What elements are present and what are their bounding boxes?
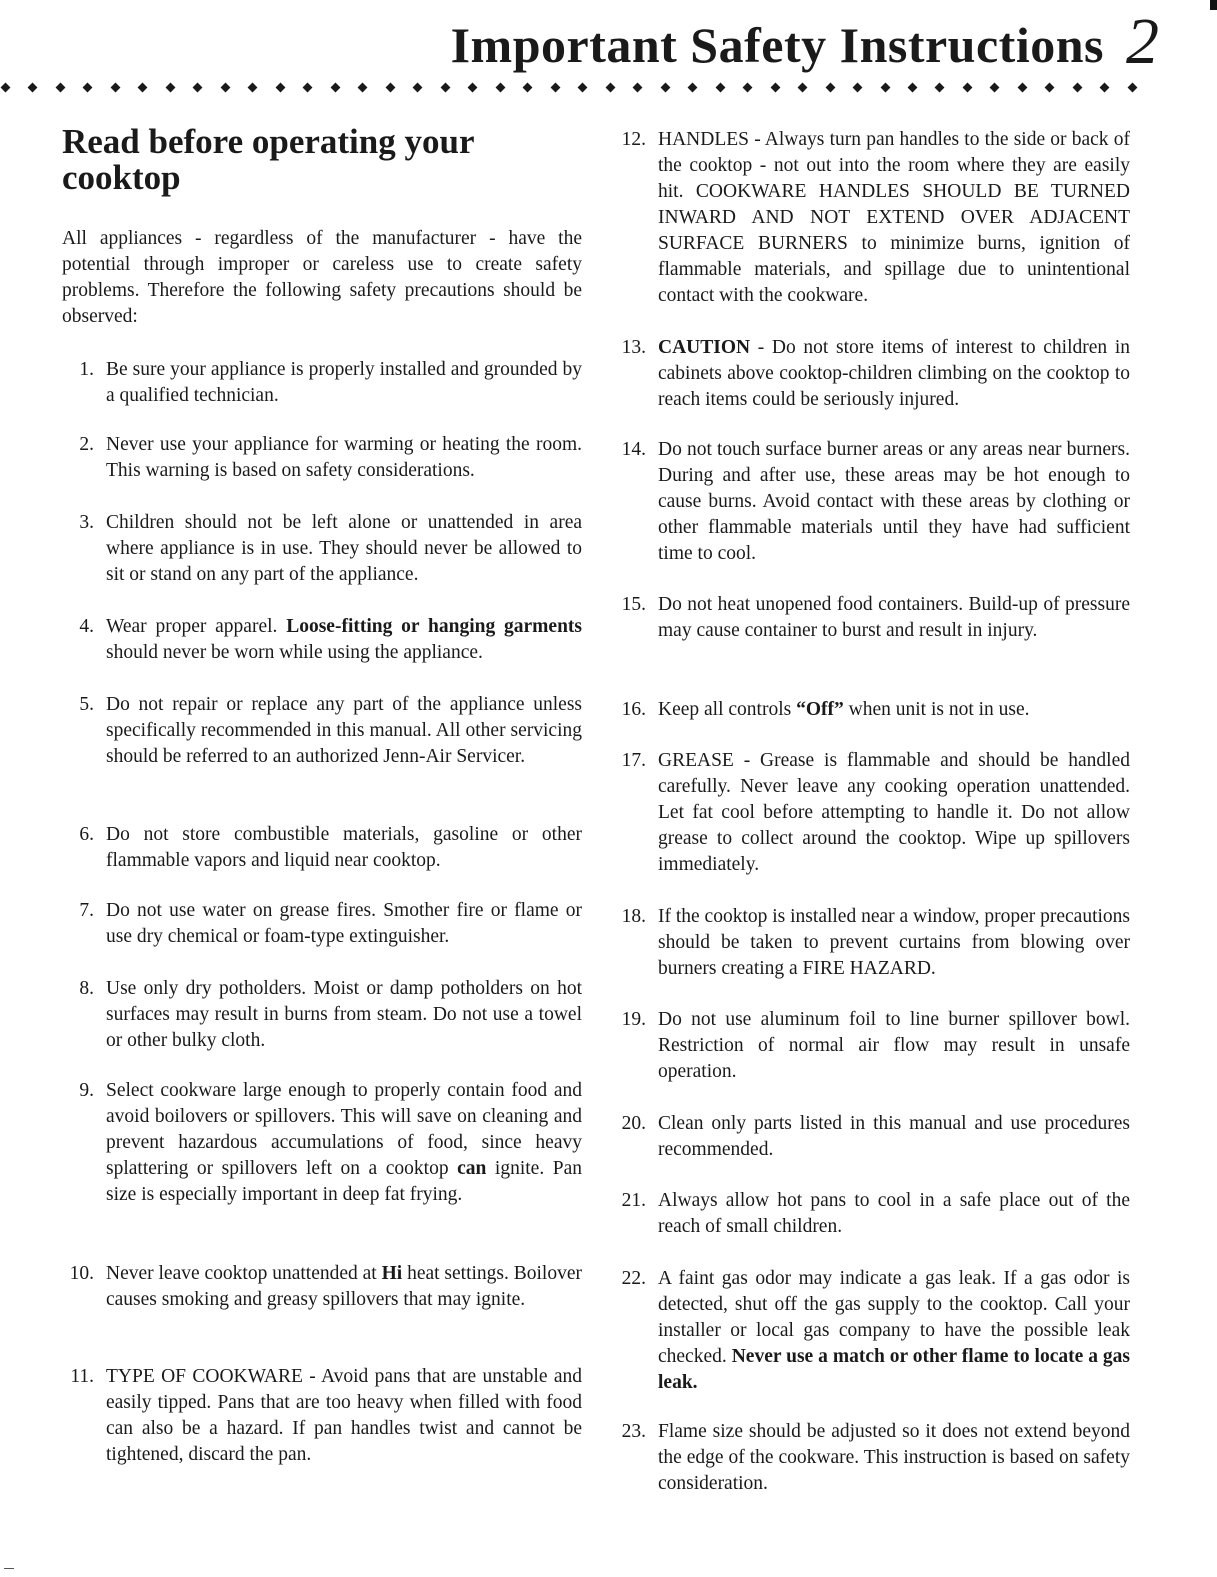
- item-text-post: when unit is not in use.: [843, 699, 1030, 720]
- divider-dot: [138, 83, 148, 93]
- page-number: 2: [1126, 5, 1159, 78]
- item-text-bold: Never use a match or other flame to locate a gas leak.: [658, 1346, 1130, 1393]
- item-text: [658, 1266, 1130, 1396]
- item-number: 11.: [70, 1366, 94, 1387]
- item-text: [106, 1078, 582, 1208]
- divider-dot: [440, 83, 450, 93]
- item-number: 3.: [79, 512, 94, 533]
- item-number: 6.: [79, 824, 94, 845]
- item-text-bold: CAUTION: [658, 337, 751, 358]
- item-text-bold: “Off”: [796, 699, 844, 720]
- item-text: If the cooktop is installed near a window, proper precautions should be taken to prevent curtains from blowing over burners creating a FIRE HAZARD.: [658, 906, 1131, 979]
- item-text-pre: Never leave cooktop unattended at: [106, 1263, 382, 1284]
- item-number: 16.: [621, 699, 646, 720]
- divider-dot: [1100, 83, 1110, 93]
- divider-dot: [908, 83, 918, 93]
- divider-dot: [220, 83, 230, 93]
- divider-dot: [83, 83, 93, 93]
- divider-dot: [523, 83, 533, 93]
- item-text-pre: Wear proper apparel.: [106, 616, 287, 637]
- item-text: Do not repair or replace any part of the appliance unless specifically recommended in this manual. All other servicing should be referred to an authorized Jenn-Air Servicer.: [106, 694, 582, 767]
- item-text-post: - Do not store items of interest to children in cabinets above cooktop-children climbing on the cooktop to reach items could be seriously injured.: [658, 337, 1130, 410]
- item-number: 13.: [621, 337, 646, 358]
- divider-dot: [1127, 83, 1137, 93]
- item-number: 5.: [79, 694, 94, 715]
- item-number: 2.: [79, 434, 94, 455]
- divider-dot: [990, 83, 1000, 93]
- item-text: [106, 614, 582, 666]
- divider-dot: [633, 83, 643, 93]
- item-text: TYPE OF COOKWARE - Avoid pans that are unstable and easily tipped. Pans that are too heavy when filled with food can also be a hazard. If pan handles twist and cannot be tightened, discard the pan.: [106, 1366, 582, 1465]
- page-title: Important Safety Instructions: [450, 17, 1104, 74]
- item-number: 23.: [621, 1421, 646, 1442]
- item-number: 7.: [79, 900, 94, 921]
- divider-dot: [495, 83, 505, 93]
- item-text: Do not heat unopened food containers. Build-up of pressure may cause container to burst and result in injury.: [658, 594, 1130, 641]
- item-number: 1.: [79, 359, 94, 380]
- item-number: 14.: [621, 439, 646, 460]
- page-header: [450, 5, 1159, 78]
- divider-dot: [28, 83, 38, 93]
- dotted-divider: [2, 84, 1136, 91]
- item-text: Children should not be left alone or unattended in area where appliance is in use. They should never be allowed to sit or stand on any part of the appliance.: [106, 512, 582, 585]
- item-text: HANDLES - Always turn pan handles to the side or back of the cooktop - not out into the room where they are easily hit. COOKWARE HANDLES SHOULD BE TURNED INWARD AND NOT EXTEND OVER ADJACENT SURFACE BURNERS to minimize burns, ignition of flammable materials, and spillage due to unintentional contact with the cookware.: [658, 129, 1130, 306]
- divider-dot: [688, 83, 698, 93]
- divider-dot: [660, 83, 670, 93]
- item-text: [658, 697, 1130, 723]
- divider-dot: [715, 83, 725, 93]
- divider-dot: [550, 83, 560, 93]
- divider-dot: [165, 83, 175, 93]
- item-number: 4.: [79, 616, 94, 637]
- item-text: Be sure your appliance is properly installed and grounded by a qualified technician.: [106, 359, 582, 406]
- item-text: [658, 335, 1130, 413]
- item-text-pre: A faint gas odor may indicate a gas leak. If a gas odor is detected, shut off the gas supply to the cooktop. Call your installer or local gas company to have the possible leak checked.: [658, 1268, 1130, 1367]
- item-text-post: ignite. Pan size is especially important in deep fat frying.: [106, 1158, 582, 1205]
- item-text: [106, 1261, 582, 1313]
- item-text: Do not use water on grease fires. Smother fire or flame or use dry chemical or foam-type extinguisher.: [106, 900, 582, 947]
- item-text: Always allow hot pans to cool in a safe place out of the reach of small children.: [658, 1190, 1130, 1237]
- divider-dot: [605, 83, 615, 93]
- divider-dot: [275, 83, 285, 93]
- item-text-bold: Loose-fitting or hanging garments: [286, 616, 582, 637]
- divider-dot: [935, 83, 945, 93]
- divider-dot: [743, 83, 753, 93]
- item-number: 18.: [621, 906, 646, 927]
- divider-dot: [963, 83, 973, 93]
- item-text: Never use your appliance for warming or heating the room. This warning is based on safety considerations.: [106, 434, 582, 481]
- item-number: 12.: [621, 129, 646, 150]
- divider-dot: [578, 83, 588, 93]
- divider-dot: [193, 83, 203, 93]
- item-number: 10.: [69, 1263, 94, 1284]
- item-text-pre: Keep all controls: [658, 699, 797, 720]
- item-text: GREASE - Grease is flammable and should be handled carefully. Never leave any cooking operation unattended. Let fat cool before attempting to handle it. Do not allow grease to collect around the cooktop. Wipe up spillovers immediately.: [658, 750, 1130, 875]
- divider-dot: [880, 83, 890, 93]
- item-number: 15.: [621, 594, 646, 615]
- item-number: 20.: [621, 1113, 646, 1134]
- divider-dot: [798, 83, 808, 93]
- divider-dot: [358, 83, 368, 93]
- item-text-bold: Hi: [381, 1263, 403, 1284]
- item-number: 19.: [621, 1009, 646, 1030]
- divider-dot: [56, 83, 66, 93]
- item-number: 17.: [621, 750, 646, 771]
- divider-dot: [468, 83, 478, 93]
- item-number: 9.: [79, 1080, 94, 1101]
- item-text-bold: can: [457, 1158, 487, 1179]
- item-text-post: should never be worn while using the appliance.: [106, 642, 483, 663]
- item-number: 22.: [621, 1268, 646, 1289]
- divider-dot: [853, 83, 863, 93]
- divider-dot: [770, 83, 780, 93]
- divider-dot: [413, 83, 423, 93]
- divider-dot: [1017, 83, 1027, 93]
- item-text: Do not store combustible materials, gasoline or other flammable vapors and liquid near cooktop.: [106, 824, 582, 871]
- divider-dot: [330, 83, 340, 93]
- item-number: 21.: [621, 1190, 646, 1211]
- divider-dot: [110, 83, 120, 93]
- item-text: Use only dry potholders. Moist or damp potholders on hot surfaces may result in burns from steam. Do not use a towel or other bulky cloth.: [106, 978, 582, 1051]
- corner-mark: [1210, 0, 1217, 10]
- divider-dot: [1072, 83, 1082, 93]
- bottom-mark: [4, 1568, 14, 1569]
- divider-dot: [825, 83, 835, 93]
- item-text: Do not touch surface burner areas or any areas near burners. During and after use, these areas may be hot enough to cause burns. Avoid contact with these areas by clothing or other flammable materials until they have had sufficient time to cool.: [658, 439, 1130, 564]
- item-text: Do not use aluminum foil to line burner spillover bowl. Restriction of normal air flow may result in unsafe operation.: [658, 1009, 1130, 1082]
- divider-dot: [303, 83, 313, 93]
- divider-dot: [1045, 83, 1055, 93]
- divider-dot: [248, 83, 258, 93]
- divider-dot: [1, 83, 11, 93]
- divider-dot: [385, 83, 395, 93]
- item-number: 8.: [79, 978, 94, 999]
- item-text: Clean only parts listed in this manual and use procedures recommended.: [658, 1113, 1130, 1160]
- item-text-pre: Select cookware large enough to properly contain food and avoid boilovers or spillovers. This will save on cleaning and prevent hazardous accumulations of food, since heavy splattering or spillovers left on a cooktop: [106, 1080, 582, 1179]
- item-text: Flame size should be adjusted so it does not extend beyond the edge of the cookware. This instruction is based on safety consideration.: [658, 1421, 1130, 1494]
- section-title: Read before operating your cooktop: [62, 122, 474, 197]
- item-text-post: heat settings. Boilover causes smoking and greasy spillovers that may ignite.: [106, 1263, 582, 1310]
- intro-paragraph: All appliances - regardless of the manufacturer - have the potential through improper or careless use to create safety problems. Therefore the following safety precautions should be observed:: [62, 228, 582, 327]
